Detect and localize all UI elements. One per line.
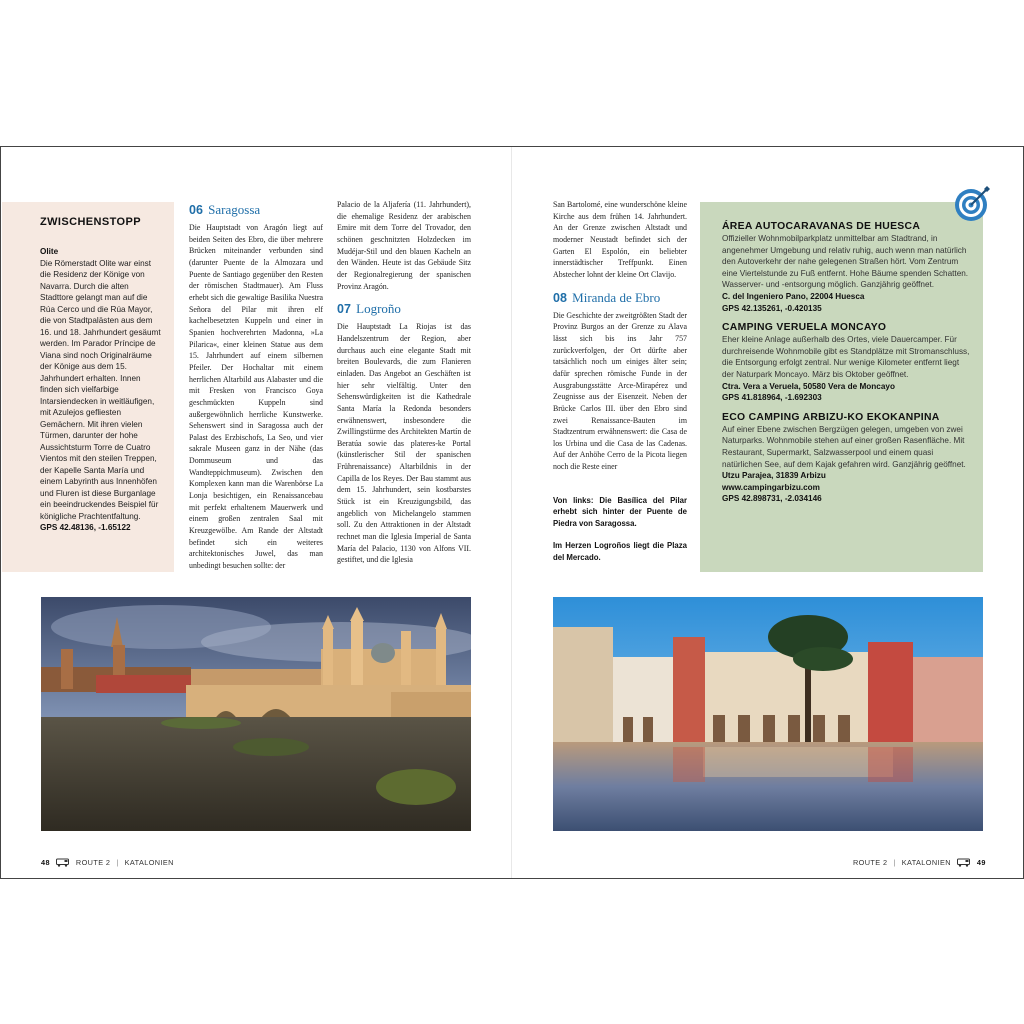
route-label-left: ROUTE 2 (75, 858, 111, 867)
camper-van-icon (56, 858, 70, 867)
section-07-number: 07 (337, 302, 351, 317)
camping-entry (722, 411, 973, 505)
book-spread (0, 146, 1024, 879)
camping-website: www.campingarbizu.com (722, 482, 820, 492)
photo-saragossa-basilica (41, 597, 471, 831)
right-page (512, 147, 1024, 878)
footer-separator: | (893, 858, 896, 867)
basilica-bridge-image (41, 597, 471, 831)
section-06-column (189, 202, 323, 572)
section-08-heading (553, 290, 687, 306)
camping-address: C. del Ingeniero Pano, 22004 Huesca (722, 291, 865, 301)
caption-saragossa: Von links: Die Basílica del Pilar erhebt sich hinter der Puente de Piedra von Saragossa. (553, 495, 687, 529)
camping-title: ECO CAMPING ARBIZU-KO EKOKANPINA (722, 411, 940, 423)
section-06-text-continued: Palacio de la Aljafería (11. Jahrhundert), die ehemalige Residenz der arabischen Emire mit dem Torre del Trovador, den schönen geschnitzten Holzdecken im Mudéjar-Stil und den blauen Kacheln an den Wänden. Heute ist das Gebäude Sitz der Regionalregierung der spanischen Provinz Aragón. (337, 200, 471, 291)
left-page (0, 147, 512, 878)
section-08-number: 08 (553, 290, 567, 305)
section-08-title: Miranda de Ebro (572, 289, 661, 305)
region-label-left: KATALONIEN (124, 858, 174, 867)
page-number-left: 48 (41, 858, 50, 867)
stopover-place: Olite (40, 247, 59, 256)
camping-entry (722, 321, 973, 404)
stopover-box (2, 202, 174, 572)
section-06-heading (189, 202, 323, 218)
right-column-1 (553, 199, 687, 563)
footer-separator: | (116, 858, 119, 867)
camping-info-box (700, 202, 983, 572)
region-label-right: KATALONIEN (901, 858, 951, 867)
camping-gps: GPS 42.135261, -0.420135 (722, 303, 822, 313)
camping-address: Ctra. Vera a Veruela, 50580 Vera de Moncayo (722, 381, 895, 391)
right-footer (853, 858, 986, 867)
camping-gps: GPS 42.898731, -2.034146 (722, 494, 822, 504)
logrono-text-continued: San Bartolomé, eine wunderschöne kleine Kirche aus dem frühen 14. Jahrhundert. An der Grenze zwischen Altstadt und moderner Neustadt befindet sich der Garten El Espolón, ein beliebter innerstädtischer Treffpunkt. Einen Abstecher lohnt der kleine Ort Clavijo. (553, 200, 687, 279)
page-number-right: 49 (976, 858, 986, 867)
section-07-heading (337, 301, 471, 317)
photo-logrono-plaza (553, 597, 983, 831)
column-3 (337, 199, 471, 566)
route-label-right: ROUTE 2 (853, 858, 888, 867)
stopover-gps: GPS 42.48136, -1.65122 (40, 523, 131, 532)
section-07-text: Die Hauptstadt La Riojas ist das Handelszentrum der Region, aber durchaus auch eine elegante Stadt mit breiten Boulevards, die zum Flanieren einladen. Das Angebot an Geschäften ist hier sehr vielfältig. Unter den Sehenswürdigkeiten ist die Kathedrale Santa María la Redonda besonders erwähnenswert, insbesondere die Zwillingstürme des Architekten Martín de Beratúa sowie das plateres-ke Portal (künstlerischer Stil der spanischen Frührenaissance) Altarbildnis in der Capilla de los Reyes. Der Bau stammt aus dem 15. Jahrhundert, sein kostbarstes Stück ist ein Kreuzigungsbild, das angeblich von Michelangelo stammen soll. Zu den Attraktionen in der Altstadt rechnet man die Iglesia Imperial de Santa María del Palacio, 1130 von Alfons VII. gestiftet, und die Iglesia (337, 322, 471, 565)
left-footer (41, 858, 174, 867)
stopover-title: ZWISCHENSTOPP (40, 216, 141, 228)
camping-description: Auf einer Ebene zwischen Bergzügen gelegen, umgeben von zwei Naturparks. Wohnmobile stehen auf einer großen Rasenfläche. Mit Restaurant, Supermarkt, Salzwasserpool und einem quasi natürlichen See, auf dem Kajak gefahren wird. Ganzjährig geöffnet. (722, 424, 966, 469)
camping-title: CAMPING VERUELA MONCAYO (722, 322, 887, 334)
camping-gps: GPS 41.818964, -1.692303 (722, 393, 822, 403)
caption-logrono: Im Herzen Logroños liegt die Plaza del Mercado. (553, 540, 687, 562)
camping-entry (722, 220, 973, 314)
camping-address: Utzu Parajea, 31839 Arbizu (722, 471, 826, 481)
camper-van-icon (957, 858, 971, 867)
camping-description: Offizieller Wohnmobilparkplatz unmittelbar am Stadtrand, in angenehmer Umgebung und relativ ruhig, auch wenn man natürlich den Autoverkehr der nahe gelegenen Straßen hört. Vom Zentrum eine Viertelstunde zu Fuß entfernt. Hohe Bäume spenden Schatten. Wasserver- und -entsorgung möglich. Ganzjährig geöffnet. (722, 234, 969, 290)
plaza-mercado-image (553, 597, 983, 831)
camping-title: ÁREA AUTOCARAVANAS DE HUESCA (722, 221, 921, 232)
camping-description: Eher kleine Anlage außerhalb des Ortes, viele Dauercamper. Für durchreisende Wohnmobile gibt es Standplätze mit Stromanschluss, die Entsorgung erfolgt zentral. Nur wenige Kilometer entfernt liegt der Naturpark Moncayo. März bis Oktober geöffnet. (722, 335, 970, 379)
target-icon (954, 184, 992, 222)
section-06-title: Saragossa (208, 202, 261, 217)
stopover-text: Die Römerstadt Olite war einst die Residenz der Könige von Navarra. Durch die alten Stadttore gelangt man auf die Rúa Cerco und die Rúa Mayor, die von Stadtpalästen aus dem 16. und 18. Jahrhundert gesäumt werden. Im Parador Príncipe de Viana sind noch Originalräume der Könige aus dem 15. Jahrhundert erhalten. Innen finden sich vielfarbige Intarsiendecken in weitläufigen, mit Azulejos gefliesten Gemächern. Mit ihren vielen Türmen, darunter der hohe Aussichtsturm Torre de Cuatro Vientos mit den steilen Treppen, der Kapelle Santa María und einem Labyrinth aus Innenhöfen und Fluren ist diese Burganlage ein beeindruckendes Beispiel für königliche Prachtentfaltung. (40, 258, 161, 521)
section-06-text: Die Hauptstadt von Aragón liegt auf beiden Seiten des Ebro, die über mehrere Brücken miteinander verbunden sind (darunter Puente de la Almozara und Puente de Santiago gegenüber den Resten der römischen Stadtmauer). Am Fluss erhebt sich die gewaltige Basilika Nuestra Señora del Pilar mit ihren elf kachelbesetzten Kuppeln und einer in Spanien hochverehrten Madonna, »La Pilarica«, einer kleinen Statue aus dem 15. Jahrhundert auf einem silbernen Pfeiler. Der Hochaltar mit einem herrlichen Altarbild aus Alabaster und die mit Fresken von Francisco Goya geschmückten Kuppeln sind außergewöhnlich herrliche Kunstwerke. Sehenswert sind in Saragossa auch der Palast des Erzbischofs, La Seo, und vier sakrale Museen ganz in der Nähe (das Dommuseum und das Wandteppichmuseum). Zwischen den Komplexen kann man die Warenbörse La Lonja besichtigen, ein Renaissancebau mit perfekt erhaltenem Mauerwerk und einem großen zentralen Saal mit Kreuzgewölbe. Am Rande der Altstadt befindet sich ein weiteres architektonisches Juwel, das man unbedingt besuchen sollte: der (189, 223, 323, 571)
section-07-title: Logroño (356, 301, 401, 317)
section-06-number: 06 (189, 203, 203, 217)
section-08-text: Die Geschichte der zweitgrößten Stadt der Provinz Burgos an der Grenze zu Alava lässt sich bis ins Jahr 757 zurückverfolgen, der Ort dürfte aber tatsächlich noch um einiges älter sein; dafür sprechen römische Funde in der Ausgrabungsstätte Arce-Mirapérez und Zeugnisse aus der Eisenzeit. Neben der Brücke Carlos III. über den Ebro sind zwei Renaissance-Bauten im Stadtzentrum erwähnenswert: die Casa de los Urbina und die Casa de las Cadenas. Auf der Anhöhe Cerro de la Picota liegen noch die Reste einer (553, 310, 687, 472)
